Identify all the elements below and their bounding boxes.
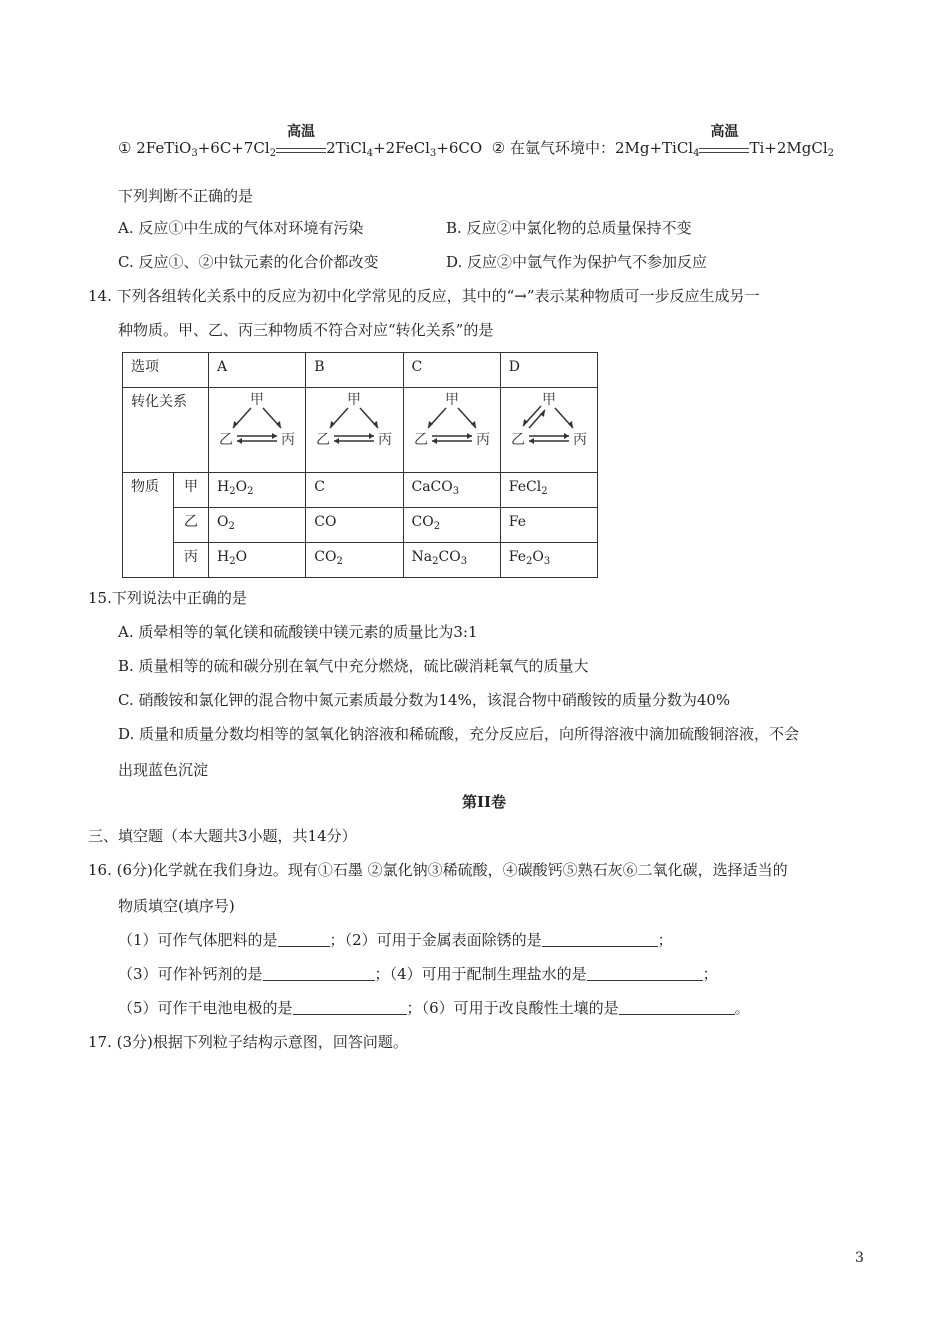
blank-4[interactable] <box>587 966 703 981</box>
cell-bing-b: $CO_2$ <box>306 543 403 578</box>
q13-option-a: A. 反应①中生成的气体对环境有污染 <box>118 219 364 237</box>
relation-diagram-c <box>403 388 500 473</box>
header-col-b: B <box>306 353 403 388</box>
header-col-a: A <box>209 353 306 388</box>
header-col-c: C <box>403 353 500 388</box>
row-label-jia: 甲 <box>174 473 209 508</box>
header-option: 选项 <box>123 353 209 388</box>
svg-text:丙: 丙 <box>572 432 587 448</box>
blank-6[interactable] <box>619 1000 735 1015</box>
table-row <box>123 543 598 578</box>
q16-blanks-row-1: （1）可作气体肥料的是 ；（2）可用于金属表面除锈的是 ； <box>118 931 673 949</box>
svg-text:甲: 甲 <box>347 392 362 408</box>
table-relation-row <box>123 388 598 473</box>
q16-line-2: 物质填空(填序号) <box>118 897 235 915</box>
svg-text:乙: 乙 <box>316 432 331 448</box>
cell-jia-d: FeCl$_2$ <box>500 473 597 508</box>
q13-equations: ① $2FeTiO_3+6C+7Cl_2$ 高温 2TiCl$_4$+2FeCl$_3$+6CO ② 在氩气环境中：2Mg+TiCl$_4$ 高温 Ti+2MgCl$_2$ <box>118 124 835 159</box>
cell-yi-a: $O_2$ <box>209 508 306 543</box>
svg-text:乙: 乙 <box>510 432 525 448</box>
blank-3[interactable] <box>263 966 375 981</box>
cell-bing-c: $Na_2CO_3$ <box>403 543 500 578</box>
header-relation: 转化关系 <box>123 388 209 473</box>
q15-option-d-line-1: D. 质量和质量分数均相等的氢氧化钠溶液和稀硫酸，充分反应后，向所得溶液中滴加硫酸铜溶液，不会 <box>118 725 800 743</box>
relation-diagram-a <box>209 388 306 473</box>
q13-option-b: B. 反应②中氯化物的总质量保持不变 <box>446 219 692 237</box>
svg-text:甲: 甲 <box>250 392 264 408</box>
svg-text:甲: 甲 <box>444 392 459 408</box>
reaction-condition-2: 高温 <box>699 140 749 153</box>
blank-1[interactable] <box>278 932 330 947</box>
cell-jia-a: $H_2O_2$ <box>209 473 306 508</box>
header-substance: 物质 <box>123 473 174 578</box>
q15-option-d-line-2: 出现蓝色沉淀 <box>118 761 209 779</box>
q13-stem: 下列判断不正确的是 <box>118 187 254 205</box>
blank-2[interactable] <box>542 932 658 947</box>
q15-stem: 15.下列说法中正确的是 <box>88 589 247 607</box>
q13-option-c: C. 反应①、②中钛元素的化合价都改变 <box>118 253 379 271</box>
header-col-d: D <box>500 353 597 388</box>
row-label-yi: 乙 <box>174 508 209 543</box>
q16-blanks-row-3: （5）可作干电池电极的是 ；（6）可用于改良酸性土壤的是 。 <box>118 999 750 1017</box>
cell-yi-c: $CO_2$ <box>403 508 500 543</box>
q15-option-c: C. 硝酸铵和氯化钾的混合物中氮元素质最分数为14%，该混合物中硝酸铵的质量分数为40% <box>118 691 731 709</box>
q16-line-1: 16. (6分)化学就在我们身边。现有①石墨 ②氯化钠③稀硫酸，④碳酸钙⑤熟石灰⑥二氧化碳，选择适当的 <box>88 861 788 879</box>
blank-5[interactable] <box>293 1000 407 1015</box>
q14-line-1: 14. 下列各组转化关系中的反应为初中化学常见的反应，其中的“→”表示某种物质可一步反应生成另一 <box>88 287 760 305</box>
svg-text:乙: 乙 <box>219 432 233 448</box>
cell-bing-d: $Fe_2O_3$ <box>500 543 597 578</box>
cell-yi-b: CO <box>306 508 403 543</box>
row-label-bing: 丙 <box>174 543 209 578</box>
q15-option-a: A. 质晕相等的氧化镁和硫酸镁中镁元素的质量比为3:1 <box>118 623 478 641</box>
table-row <box>123 473 598 508</box>
svg-text:乙: 乙 <box>413 432 428 448</box>
section-title: 第II卷 <box>462 793 507 811</box>
cell-jia-c: CaCO$_3$ <box>403 473 500 508</box>
svg-text:甲: 甲 <box>541 392 556 408</box>
page-number: 3 <box>855 1250 864 1266</box>
svg-text:丙: 丙 <box>378 432 393 448</box>
q13-option-d: D. 反应②中氩气作为保护气不参加反应 <box>446 253 708 271</box>
table-row <box>123 508 598 543</box>
q14-line-2: 种物质。甲、乙、丙三种物质不符合对应“转化关系”的是 <box>118 321 494 339</box>
relation-diagram-d <box>500 388 597 473</box>
relation-diagram-b <box>306 388 403 473</box>
table-header-row <box>123 353 598 388</box>
q17-line-1: 17. (3分)根据下列粒子结构示意图，回答问题。 <box>88 1033 408 1051</box>
cell-bing-a: $H_2O$ <box>209 543 306 578</box>
cell-yi-d: Fe <box>500 508 597 543</box>
reaction-condition-1: 高温 <box>276 140 326 153</box>
conversion-table <box>122 352 598 578</box>
svg-text:丙: 丙 <box>475 432 490 448</box>
cell-jia-b: C <box>306 473 403 508</box>
svg-text:丙: 丙 <box>281 432 295 448</box>
part-3-heading: 三、填空题（本大题共3小题，共14分） <box>88 827 357 845</box>
q16-blanks-row-2: （3）可作补钙剂的是 ；（4）可用于配制生理盐水的是 ； <box>118 965 718 983</box>
q15-option-b: B. 质量相等的硫和碳分别在氧气中充分燃烧，硫比碳消耗氧气的质量大 <box>118 657 589 675</box>
